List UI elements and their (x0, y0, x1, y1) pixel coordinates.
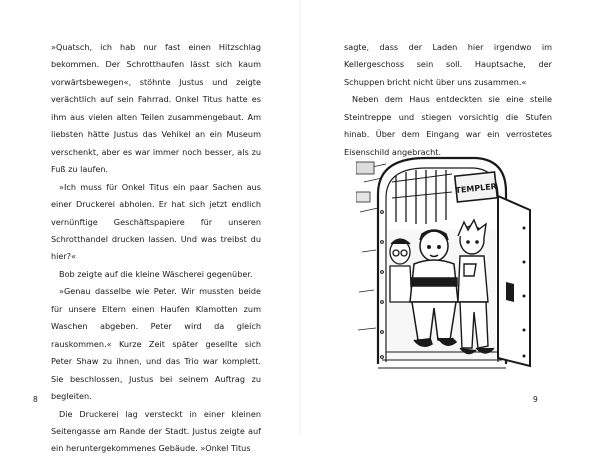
right-text-column (344, 39, 552, 161)
rusty-sign (455, 172, 497, 202)
paragraph: sagte, dass der Laden hier irgendwo im Kellergeschoss sein soll. Hauptsache, der Schuppen bricht nicht über uns zusammen.« (344, 42, 552, 87)
steel-door (498, 196, 530, 366)
sign-text: TEMPLER (455, 181, 498, 196)
page-number: 8 (33, 395, 38, 404)
paragraph: »Ich muss für Onkel Titus ein paar Sachen aus einer Druckerei abholen. Er hat sich jetzt endlich vernünftige Geschäftspapiere für unseren Schrotthandel drucken lassen. Und was treibst du hier?« (51, 181, 261, 262)
paragraph: »Genau dasselbe wie Peter. Wir mussten beide für unsere Eltern einen Haufen Klamotten zum Waschen abgeben. Peter wird da gleich rauskommen.« Kurze Zeit später gesellte sich Peter Shaw zu ihnen, und das Trio war komplett. Sie beschlossen, Justus bei seinem Auftrag zu begleiten. (51, 286, 261, 402)
page-number: 9 (533, 395, 538, 404)
illustration-three-boys-at-cellar-door (356, 152, 532, 374)
brick-wall (356, 162, 386, 330)
left-page (0, 0, 299, 454)
paragraph: Neben dem Haus entdeckten sie eine steile Steintreppe und stiegen vorsichtig die Stufen hinab. Über dem Eingang war ein verrostetes Eisenschild angebracht. (344, 94, 552, 157)
paragraph: »Quatsch, ich hab nur fast einen Hitzschlag bekommen. Der Schrotthaufen lässt sich kaum vorwärtsbewegen«, stöhnte Justus und zeigte verächtlich auf sein Fahrrad. Onkel Titus hatte es ihm aus vielen alten Teilen zusammengebaut. Am liebsten hätte Justus das Vehikel an ein Museum verschenkt, aber es war immer noch besser, als zu Fuß zu laufen. (51, 42, 261, 175)
paragraph: Bob zeigte auf die kleine Wäscherei gegenüber. (59, 268, 253, 279)
boy-with-glasses (390, 239, 412, 302)
paragraph: Die Druckerei lag versteckt in einer kleinen Seitengasse am Rande der Stadt. Justus zeigte auf ein heruntergekommenes Gebäude. »Onkel Titus (51, 408, 261, 454)
right-page (301, 0, 600, 435)
left-text-column (51, 39, 261, 458)
